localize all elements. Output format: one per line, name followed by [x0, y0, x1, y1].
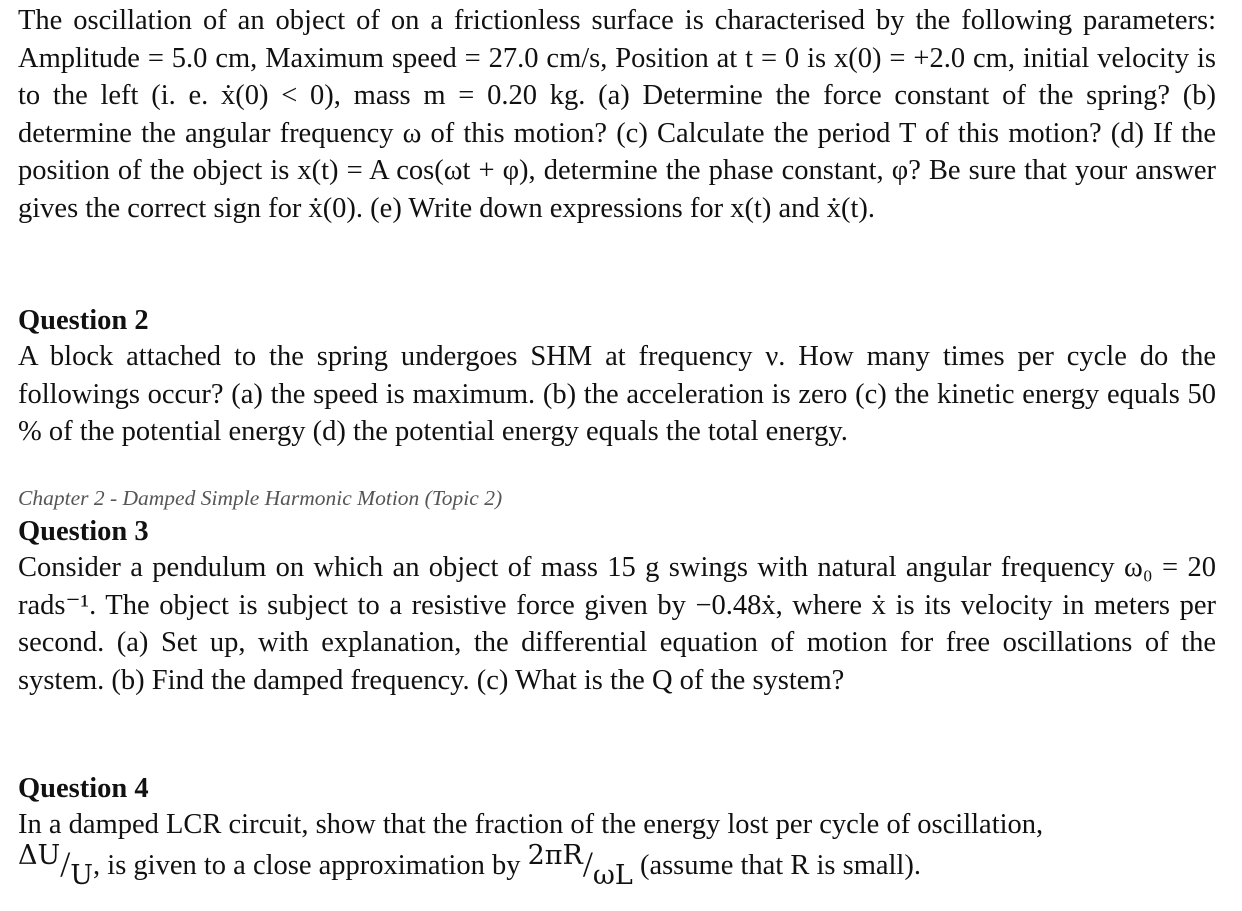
fraction-1-slash: /: [60, 844, 71, 884]
fraction-2-numerator: 2πR: [527, 840, 583, 871]
fraction-2-denominator: ωL: [592, 860, 633, 891]
chapter-heading: Chapter 2 - Damped Simple Harmonic Motion (Topic 2): [18, 486, 503, 510]
fraction-1-denominator: U: [70, 860, 94, 891]
question-1-text: The oscillation of an object of on a frictionless surface is characterised by the following parameters: Amplitude = 5.0 cm, Maximum speed = 27.0 cm/s, Position at t = 0 is x(0) = +2.0 cm, initial velocity is to the left (i. e. ẋ(0) < 0), mass m = 0.20 kg. (a) Determine the force constant of the spring? (b) determine the angular frequency ω of this motion? (c) Calculate the period T of this motion? (d) If the position of the object is x(t) = A cos(ωt + φ), determine the phase constant, φ? Be sure that your answer gives the correct sign for ẋ(0). (e) Write down expressions for x(t) and ẋ(t).: [18, 5, 1216, 224]
question-2-text: A block attached to the spring undergoes SHM at frequency ν. How many times per cycle do the followings occur? (a) the speed is maximum. (b) the acceleration is zero (c) the kinetic energy equals 50 % of the potential energy (d) the potential energy equals the total energy.: [18, 341, 1216, 447]
question-4-middle-text: , is given to a close approximation by: [93, 850, 528, 881]
question-2-title: Question 2: [18, 305, 149, 336]
question-4-tail-text: (assume that R is small).: [632, 850, 921, 881]
fraction-2-slash: /: [582, 844, 593, 884]
question-3-title: Question 3: [18, 516, 149, 547]
question-4-title: Question 4: [18, 773, 149, 804]
question-4-text-line-2: [18, 840, 921, 891]
fraction-1-numerator: ΔU: [18, 840, 61, 871]
question-4-text-line-1: In a damped LCR circuit, show that the fraction of the energy lost per cycle of oscillation,: [18, 809, 1044, 840]
question-3-text: Consider a pendulum on which an object of mass 15 g swings with natural angular frequency ω₀ = 20 rads⁻¹. The object is subject to a resistive force given by −0.48ẋ, where ẋ is its velocity in meters per second. (a) Set up, with explanation, the differential equation of motion for free oscillations of the system. (b) Find the damped frequency. (c) What is the Q of the system?: [18, 552, 1216, 696]
